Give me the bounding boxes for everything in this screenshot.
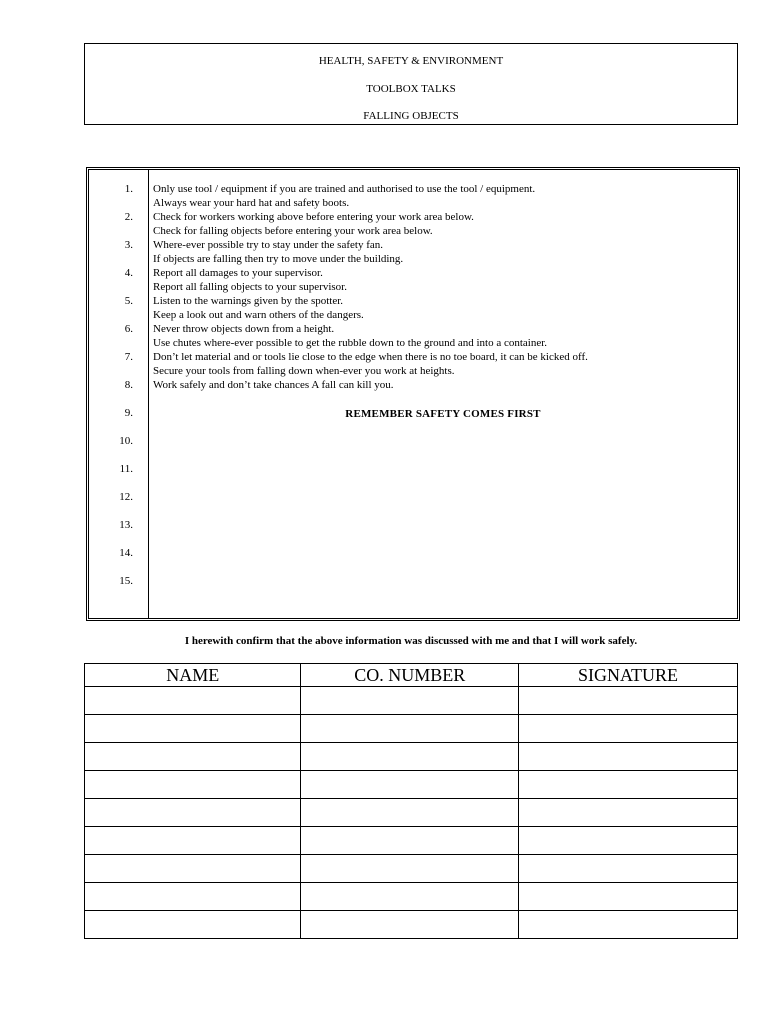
item-number: 4. [124,267,133,279]
signature-column-header: SIGNATURE [519,664,738,687]
name-cell[interactable] [85,799,301,827]
confirmation-statement: I herewith confirm that the above information was discussed with me and that I will work safely. [184,635,638,647]
item-number: 12. [119,491,133,503]
co-number-cell[interactable] [301,687,519,715]
item-number: 5. [124,295,133,307]
signature-row [85,771,738,799]
item-number: 13. [119,519,133,531]
name-column-header: NAME [85,664,301,687]
item-number: 11. [119,463,133,475]
item-number: 6. [124,323,133,335]
signature-row [85,687,738,715]
document-header [84,43,738,125]
name-cell[interactable] [85,715,301,743]
signature-cell[interactable] [519,911,738,939]
co-number-cell[interactable] [301,715,519,743]
name-cell[interactable] [85,911,301,939]
talk-point: Secure your tools from falling down when-ever you work at heights. [153,365,455,377]
signature-table-header [85,664,738,687]
name-cell[interactable] [85,687,301,715]
signature-row [85,799,738,827]
signature-cell[interactable] [519,855,738,883]
signature-row [85,883,738,911]
co-number-cell[interactable] [301,771,519,799]
co-number-column-header: CO. NUMBER [301,664,519,687]
name-cell[interactable] [85,827,301,855]
item-number: 15. [119,575,133,587]
name-cell[interactable] [85,883,301,911]
remember-note: REMEMBER SAFETY COMES FIRST [345,408,541,420]
talk-points-box [86,167,740,621]
name-cell[interactable] [85,771,301,799]
signature-cell[interactable] [519,883,738,911]
item-number: 10. [119,435,133,447]
co-number-cell[interactable] [301,855,519,883]
talk-point: Never throw objects down from a height. [153,323,335,335]
item-number: 8. [124,379,133,391]
name-cell[interactable] [85,855,301,883]
header-series: TOOLBOX TALKS [366,83,456,95]
signature-cell[interactable] [519,687,738,715]
item-number: 7. [124,351,133,363]
talk-point: Don’t let material and or tools lie close to the edge when there is no toe board, it can be kicked off. [153,351,588,363]
signature-row [85,911,738,939]
signature-row [85,715,738,743]
co-number-cell[interactable] [301,883,519,911]
header-department: HEALTH, SAFETY & ENVIRONMENT [318,55,504,67]
number-column-divider [148,170,149,618]
talk-point: Check for workers working above before entering your work area below. [153,211,474,223]
item-number: 2. [124,211,133,223]
talk-point: Keep a look out and warn others of the dangers. [153,309,364,321]
co-number-cell[interactable] [301,827,519,855]
co-number-cell[interactable] [301,911,519,939]
item-number: 1. [124,183,133,195]
co-number-cell[interactable] [301,743,519,771]
signature-row [85,827,738,855]
signature-cell[interactable] [519,715,738,743]
talk-point: Always wear your hard hat and safety boots. [153,197,350,209]
talk-point: Where-ever possible try to stay under the safety fan. [153,239,383,251]
signature-row [85,743,738,771]
signature-table [84,663,738,939]
talk-point: If objects are falling then try to move under the building. [153,253,404,265]
name-cell[interactable] [85,743,301,771]
signature-cell[interactable] [519,743,738,771]
signature-row [85,855,738,883]
talk-point: Check for falling objects before entering your work area below. [153,225,433,237]
co-number-cell[interactable] [301,799,519,827]
talk-point: Use chutes where-ever possible to get the rubble down to the ground and into a container. [153,337,548,349]
talk-point: Report all falling objects to your supervisor. [153,281,347,293]
item-number: 14. [119,547,133,559]
talk-point: Only use tool / equipment if you are trained and authorised to use the tool / equipment. [153,183,536,195]
item-number: 3. [124,239,133,251]
signature-cell[interactable] [519,827,738,855]
talk-point: Work safely and don’t take chances A fall can kill you. [153,379,394,391]
header-topic: FALLING OBJECTS [363,110,459,122]
signature-cell[interactable] [519,799,738,827]
talk-point: Listen to the warnings given by the spotter. [153,295,344,307]
item-number: 9. [124,407,133,419]
signature-cell[interactable] [519,771,738,799]
talk-point: Report all damages to your supervisor. [153,267,323,279]
